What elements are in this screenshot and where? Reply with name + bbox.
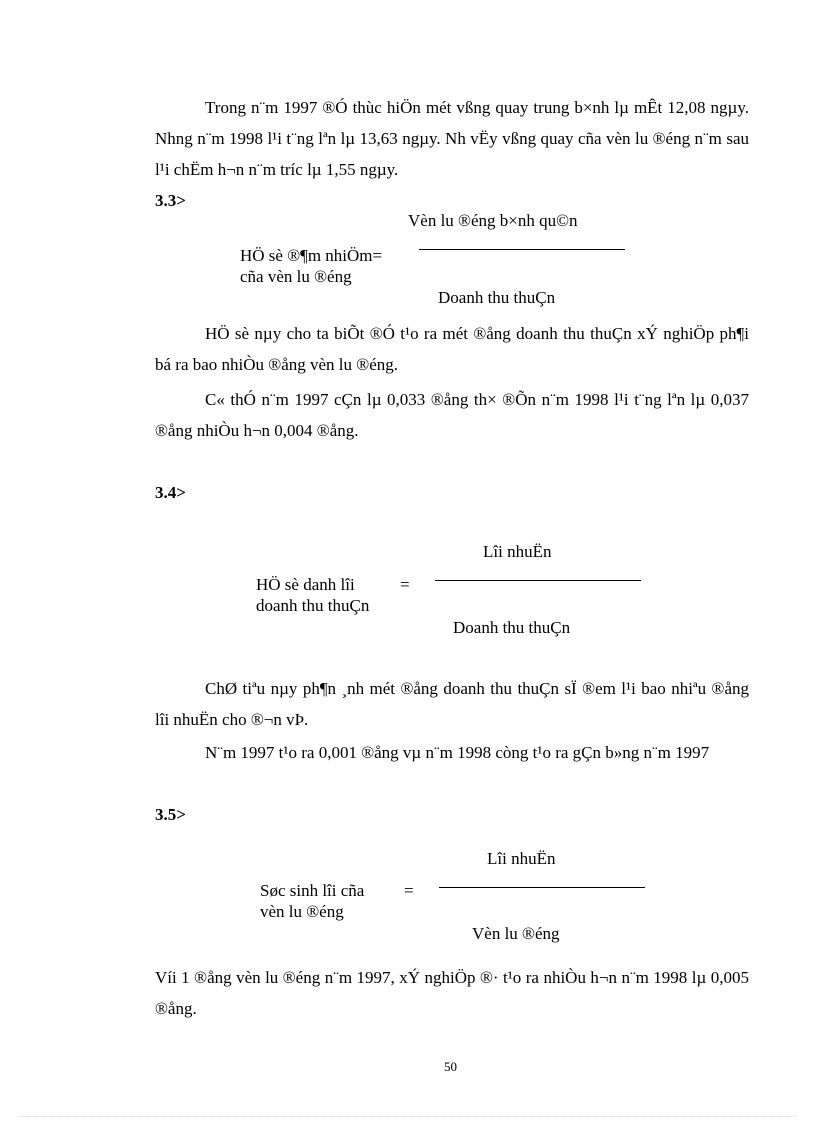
formula-denominator: Vèn lu ®éng [472, 924, 560, 943]
formula-label-line2: cña vèn lu ®éng [240, 267, 352, 286]
formula-numerator: Lîi nhuËn [487, 849, 556, 868]
footer-divider [20, 1116, 796, 1117]
paragraph-capital-profitability: Víi 1 ®ång vèn lu ®éng n¨m 1997, xÝ nghiÖp ®· t¹o ra nhiÒu h¬n n¨m 1998 lµ 0,005 ®ång. [155, 968, 749, 1018]
fraction-bar [419, 249, 625, 250]
formula-label-line2: vèn lu ®éng [260, 902, 344, 921]
paragraph-turnover-days: Trong n¨m 1997 ®Ó thùc hiÖn mét vßng quay trung b×nh lµ mÊt 12,08 ngµy. Nhng n¨m 1998 l¹i t¨ng lªn lµ 13,63 ngµy. Nh vËy vßng quay cña vèn lu ®éng n¨m sau l¹i chËm h¬n n¨m tríc lµ 1,55 ngµy. [155, 98, 749, 179]
formula-denominator: Doanh thu thuÇn [453, 618, 571, 637]
section-heading-3-5: 3.5> [155, 805, 186, 824]
formula-label-line2: doanh thu thuÇn [256, 596, 370, 615]
formula-numerator: Vèn lu ®éng b×nh qu©n [408, 211, 578, 230]
formula-label-line1: HÖ sè danh lîi [256, 575, 355, 594]
formula-equals: = [404, 881, 414, 900]
page-number: 50 [444, 1059, 457, 1074]
paragraph-coefficient-meaning: HÖ sè nµy cho ta biÕt ®Ó t¹o ra mét ®ång doanh thu thuÇn xÝ nghiÖp ph¶i bá ra bao nhiÒu ®ång vèn lu ®éng. [155, 324, 749, 374]
formula-label-line1: Søc sinh lîi cña [260, 881, 365, 900]
fraction-bar [439, 887, 645, 888]
section-heading-3-3: 3.3> [155, 191, 186, 210]
paragraph-coefficient-values: C« thÓ n¨m 1997 cÇn lµ 0,033 ®ång th× ®Õn n¨m 1998 l¹i t¨ng lªn lµ 0,037 ®ång nhiÒu h¬n 0,004 ®ång. [155, 390, 749, 440]
paragraph-profit-margin-values: N¨m 1997 t¹o ra 0,001 ®ång vµ n¨m 1998 còng t¹o ra gÇn b»ng n¨m 1997 [205, 743, 710, 762]
paragraph-profit-margin-meaning: ChØ tiªu nµy ph¶n ¸nh mét ®ång doanh thu thuÇn sÏ ®em l¹i bao nhiªu ®ång lîi nhuËn cho ®¬n vÞ. [155, 679, 749, 729]
formula-label-line1: HÖ sè ®¶m nhiÖm= [240, 246, 383, 265]
section-heading-3-4: 3.4> [155, 483, 186, 502]
formula-numerator: Lîi nhuËn [483, 542, 552, 561]
fraction-bar [435, 580, 641, 581]
formula-denominator: Doanh thu thuÇn [438, 288, 556, 307]
formula-equals: = [400, 575, 410, 594]
